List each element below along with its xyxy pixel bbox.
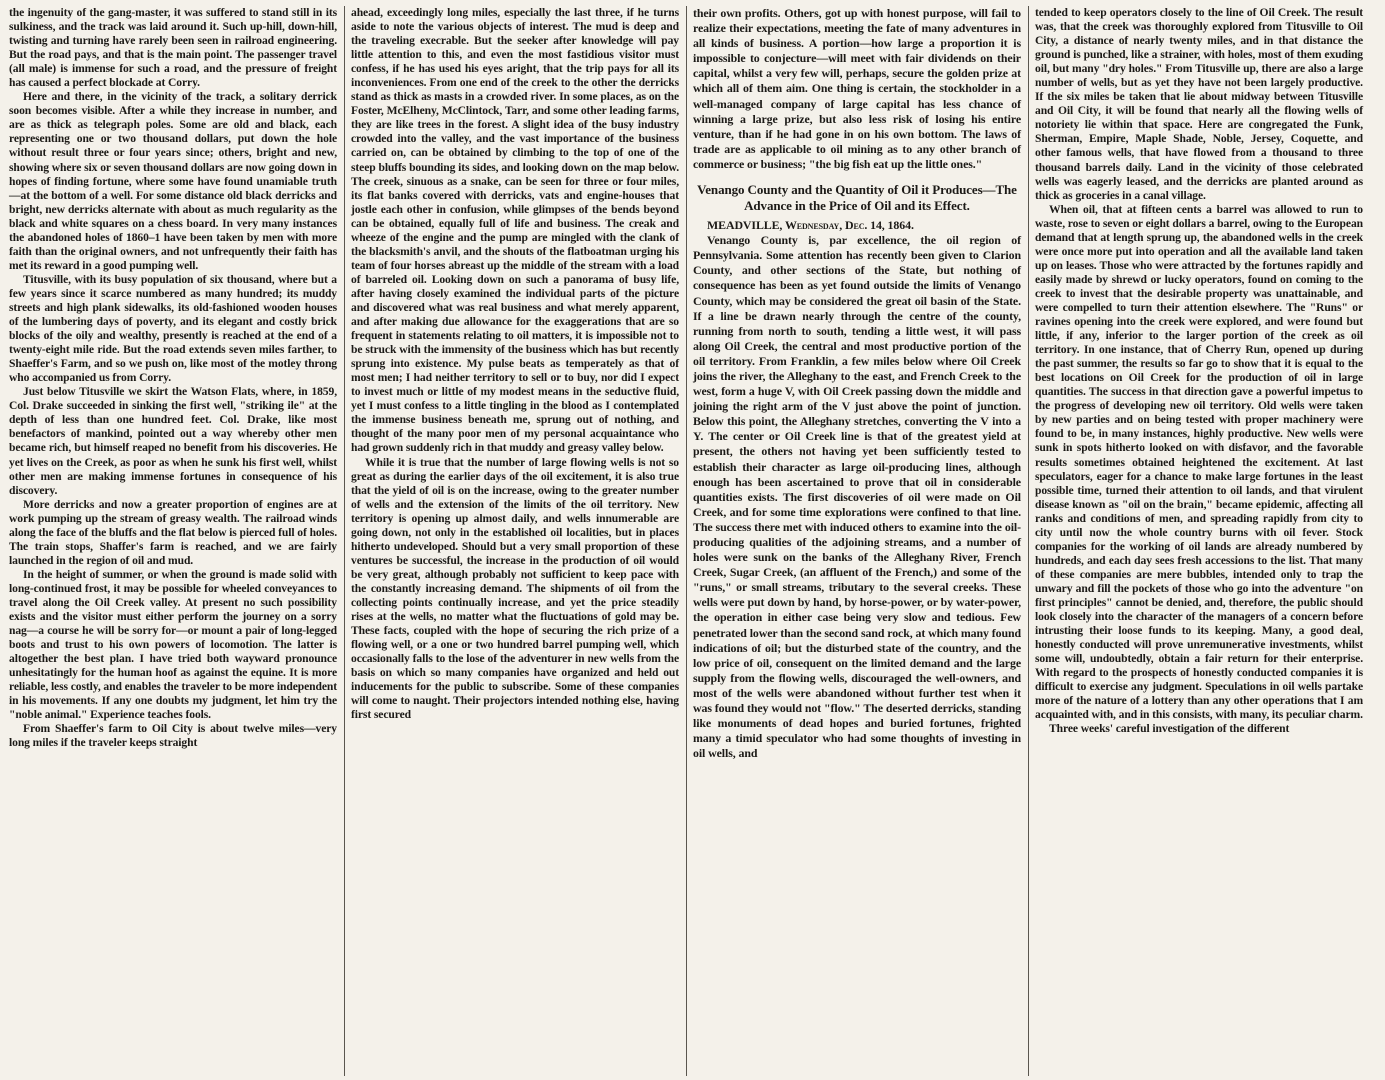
paragraph: tended to keep operators closely to the line of Oil Creek. The result was, that the creek was thoroughly explored from Titusville to Oil City, a distance of nearly twenty miles, and in that distance the ground is punched, like a strainer, with holes, most of them exuding oil, but many "dry holes." From Titusville up, there are also a large number of wells, but as yet they have not been largely productive. If the six miles be taken that lie about midway between Titusville and Oil City, it will be found that nearly all the flowing wells of notoriety lie within that space. Here are congregated the Funk, Sherman, Empire, Maple Shade, Noble, Jersey, Coquette, and other famous wells, that have flowed from a thousand to three thousand barrels daily. Land in the vicinity of those celebrated wells was eagerly leased, and the derricks are planted around as thick as groceries in a canal village. [1035, 6, 1363, 202]
paragraph: Venango County is, par excellence, the oil region of Pennsylvania. Some attention has recently been given to Clarion County, and other sections of the State, but nothing of consequence has been as yet found outside the limits of Venango County, which may be considered the great oil basin of the State. If a line be drawn nearly through the centre of the county, running from north to south, tending a little west, it will pass along Oil Creek, the central and most productive portion of the oil territory. From Franklin, a few miles below where Oil Creek joins the river, the Alleghany to the east, and French Creek to the west, form a huge V, with Oil Creek passing down the middle and joining the right arm of the V just above the point of junction. Below this point, the Alleghany stretches, converting the V into a Y. The center or Oil Creek line is that of the greatest yield at present, the others not having yet been sufficiently tested to establish their character as large oil-producing lines, although enough has been ascertained to prove that oil in considerable quantities exists. The first discoveries of oil were made on Oil Creek, and for some time explorations were confined to that line. The success there met with induced others to examine into the oil-producing qualities of the adjoining streams, and a number of holes were sunk on the banks of the Alleghany River, French Creek, Sugar Creek, (an affluent of the French,) and some of the "runs," or small streams, tributary to the several creeks. These wells were put down by hand, by horse-power, or by water-power, the operation in either case being very slow and tedious. Few penetrated lower than the second sand rock, at which many found indications of oil; but the disturbed state of the country, and the low price of oil, consequent on the limited demand and the large supply from the flowing wells, discouraged the well-owners, and most of the wells were abandoned without further test when it was found they would not "flow." The deserted derricks, standing like monuments of dead hopes and buried fortunes, frighted many a timid speculator who had some thoughts of investing in oil wells, and [693, 233, 1021, 761]
paragraph: the ingenuity of the gang-master, it was suffered to stand still in its sulkiness, and the track was laid around it. Such up-hill, down-hill, twisting and turning have rarely been seen in railroad engineering. But the road pays, and that is the main point. The passenger travel (all male) is immense for such a road, and the pressure of freight has caused a perfect blockade at Corry. [9, 6, 337, 90]
article-headline: Venango County and the Quantity of Oil it Produces—The Advance in the Price of Oil and its Effect. [697, 182, 1017, 214]
paragraph: Titusville, with its busy population of six thousand, where but a few years since it scarce numbered as many hundred; its muddy streets and high plank sidewalks, its old-fashioned wooden houses of the lumbering days of poverty, and its elegant and costly brick blocks of the oily and wealthy, presently is reached at the end of a twenty-eight mile ride. But the road extends seven miles farther, to Shaeffer's Farm, and so we push on, like most of the motley throng who accompanied us from Corry. [9, 272, 337, 385]
paragraph: While it is true that the number of large flowing wells is not so great as during the earlier days of the oil excitement, it is also true that the yield of oil is on the increase, owing to the greater number of wells and the extension of the limits of the oil territory. New territory is opening up almost daily, and wells innumerable are going down, not only in the established oil localities, but in places hitherto undeveloped. Should but a very small proportion of these ventures be successful, the increase in the production of oil would be very great, although probably not sufficient to keep pace with the constantly increasing demand. The shipments of oil from the collecting points continually increase, and yet the price steadily rises at the wells, no matter what the fluctuations of gold may be. These facts, coupled with the hope of securing the rich prize of a flowing well, or a one or two hundred barrel pumping well, which occasionally falls to the lose of the adventurer in new wells from the basis on which so many companies have organized and held out inducements for the public to subscribe. Some of these companies will come to naught. Their projectors intended nothing else, having first secured [351, 455, 679, 722]
column-3 [688, 6, 1026, 1076]
paragraph: Here and there, in the vicinity of the track, a solitary derrick soon becomes visible. After a while they increase in number, and are as thick as telegraph poles. Some are old and black, each representing one or two thousand dollars, put down the hole without result three or four years since; others, bright and new, showing where six or seven thousand dollars are now going down in hopes of finding fortune, where some have found unamiable truth—at the bottom of a well. For some distance old black derricks and bright, new derricks alternate with about as much regularity as the black and white squares on a chess board. In very many instances the abandoned holes of 1860–1 have been taken by men with more faith than the original owners, and not unfrequently their faith has met its reward in a good pumping well. [9, 90, 337, 272]
paragraph: When oil, that at fifteen cents a barrel was allowed to run to waste, rose to seven or eight dollars a barrel, owing to the European demand that at length sprung up, the abandoned wells in the creek were once more put into operation and all the available land taken up on leases. Those who were attracted by the fortunes rapidly and easily made by shrewd or lucky operators, found on coming to the creek to invest that the desirable property was unattainable, and were compelled to turn their attention elsewhere. The "Runs" or ravines opening into the creek were explored, and were found but little, if any, inferior to the larger portion of the creek as oil territory. In one instance, that of Cherry Run, opened up during the past summer, the results so far go to show that it is equal to the best locations on Oil Creek for the production of oil in large quantities. The success in that direction gave a powerful impetus to the progress of developing new oil territory. Old wells were taken by new parties and on being tested with proper machinery were found to be, in many instances, highly productive. New wells were sunk in spots hitherto looked on with disfavor, and the favorable results sometimes obtained heightened the excitement. At last speculators, eager for a chance to make large fortunes in the least possible time, turned their attention to oil lands, and that virulent disease known as "oil on the brain," became epidemic, affecting all ranks and conditions of men, and spreading rapidly from city to city until now the whole country burns with oil fever. Stock companies for the working of oil lands are already numbered by hundreds, and each day sees fresh accessions to the list. That many of these companies are mere bubbles, intended only to trap the unwary and fill the pockets of those who go into the adventure "on first principles" cannot be denied, and, therefore, the public should look closely into the character of the managers of a concern before intrusting their loose funds to its keeping. Many, a good deal, honestly conducted will prove unremunerative investments, whilst some will, undoubtedly, obtain a fair return for their enterprise. With regard to the prospects of honestly conducted companies it is difficult to exercise any judgment. Speculations in oil wells partake more of the nature of a lottery than any other operations that I am acquainted with, and in this consists, with many, its peculiar charm. [1035, 202, 1363, 722]
paragraph: In the height of summer, or when the ground is made solid with long-continued frost, it may be possible for wheeled conveyances to travel along the Oil Creek valley. At present no such possibility exists and the visitor must either perform the journey on a sorry nag—a course he will be sorry for—or mount a pair of long-legged boots and trust to his own powers of locomotion. The latter is altogether the best plan. I have tried both wayward pronounce unhesitatingly for the human hoof as against the equine. It is more reliable, less costly, and enables the traveler to be more independent in his movements. If any one doubts my judgment, let him try the "noble animal." Experience teaches fools. [9, 567, 337, 722]
paragraph: Three weeks' careful investigation of the different [1049, 722, 1290, 736]
paragraph: ahead, exceedingly long miles, especially the last three, if he turns aside to note the various objects of interest. The mud is deep and the traveling execrable. But the seeker after knowledge will pay little attention to this, and even the most fastidious visitor must confess, if he has used his eyes aright, that the trip pays for all its inconveniences. From one end of the creek to the other the derricks stand as thick as masts in a crowded river. In some places, as on the Foster, McElheny, McClintock, Tarr, and some other leading farms, they are like trees in the forest. A slight idea of the busy industry crowded into the valley, and the vast importance of the business carried on, can be obtained by climbing to the top of one of the steep bluffs bounding its sides, and looking down on the map below. The creek, sinuous as a snake, can be seen for three or four miles, its flat banks covered with derricks, vats and engine-houses that jostle each other in confusion, while glimpses of the bends beyond can be obtained, equally full of life and business. The creak and wheeze of the engine and the pump are mingled with the clank of the blacksmith's anvil, and the shouts of the flatboatman urging his team of four horses abreast up the middle of the stream with a load of barreled oil. Looking down on such a panorama of busy life, after having closely examined the individual parts of the picture and discovered what was real business and what merely apparent, and after making due allowance for the exaggerations that are so frequent in statements relating to oil matters, it is impossible not to be struck with the immensity of the business which has but recently sprung into existence. My pulse beats as temperately as that of most men; I had neither territory to sell or to buy, nor did I expect to invest much or little of my modest means in the seductive fluid, yet I must confess to a little tingling in the blood as I contemplated the immense business beneath me, sprung out of nothing, and thought of the many poor men of my personal acquaintance who had grown suddenly rich in that muddy and greasy valley below. [351, 6, 679, 455]
paragraph: More derricks and now a greater proportion of engines are at work pumping up the stream of greasy wealth. The railroad winds along the face of the bluffs and the flat below is pierced full of holes. The train stops, Shaffer's farm is reached, and we are fairly launched in the region of oil and mud. [9, 497, 337, 567]
paragraph: Just below Titusville we skirt the Watson Flats, where, in 1859, Col. Drake succeeded in sinking the first well, "striking ile" at the depth of less than one hundred feet. Col. Drake, like most benefactors of mankind, pointed out a way whereby other men became rich, but himself reaped no benefit from his discoveries. He yet lives on the Creek, as poor as when he sunk his first well, whilst other men are making immense fortunes in consequence of his discovery. [9, 385, 337, 497]
column-2 [346, 6, 684, 1076]
column-4 [1030, 6, 1368, 1076]
article-dateline: MEADVILLE, Wednesday, Dec. 14, 1864. [707, 218, 914, 233]
paragraph: their own profits. Others, got up with honest purpose, will fail to realize their expectations, meeting the fate of many adventures in all kinds of business. A portion—how large a proportion it is impossible to conjecture—will meet with fair dividends on their capital, whilst a very few will, perhaps, secure the golden prize at which all of them aim. One thing is certain, the stockholder in a well-managed company of large capital has less chance of winning a large prize, but also less risk of losing his entire venture, than if he had gone in on his own bottom. The laws of trade are as applicable to oil mining as to any other branch of commerce or business; "the big fish eat up the little ones." [693, 6, 1021, 171]
column-1 [4, 6, 342, 1076]
paragraph: From Shaeffer's farm to Oil City is about twelve miles—very long miles if the traveler keeps straight [9, 722, 337, 750]
